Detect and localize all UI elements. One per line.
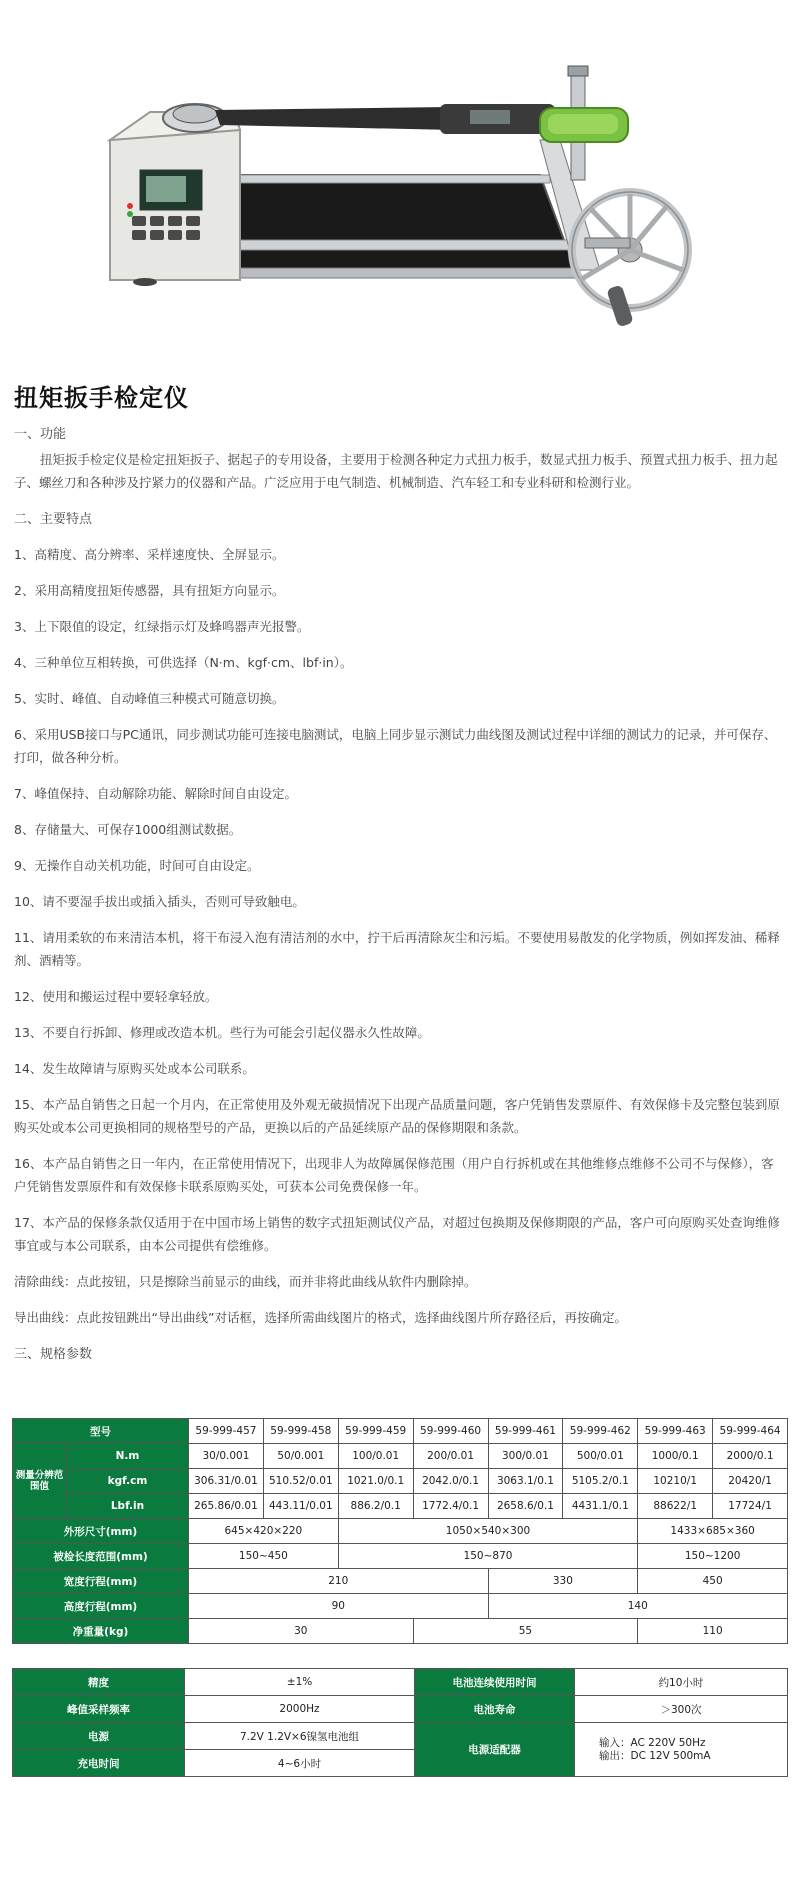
height-cell: 90 [189,1594,489,1619]
range-cell: 510.52/0.01 [263,1469,338,1494]
model-cell: 59-999-462 [563,1419,638,1444]
size-cell: 645×420×220 [189,1519,339,1544]
feature-item: 6、采用USB接口与PC通讯，同步测试功能可连接电脑测试，电脑上同步显示测试力曲线图及测试过程中详细的测试力的记录，并可保存、打印，做各种分析。 [14,727,777,765]
accuracy-value: ±1% [185,1669,415,1696]
sample-value: 2000Hz [185,1696,415,1723]
feature-item: 17、本产品的保修条款仅适用于在中国市场上销售的数字式扭矩测试仪产品，对超过包换期及保修期限的产品，客户可向原购买处查询维修事宜或与本公司联系，由本公司提供有偿维修。 [14,1215,780,1253]
weight-label: 净重量(kg) [13,1619,189,1644]
model-cell: 59-999-458 [263,1419,338,1444]
battery-time-value: 约10小时 [575,1669,788,1696]
unit-label: Lbf.in [67,1494,189,1519]
battery-life-label: 电池寿命 [415,1696,575,1723]
length-cell: 150~870 [338,1544,638,1569]
range-cell: 1021.0/0.1 [338,1469,413,1494]
feature-item: 15、本产品自销售之日起一个月内，在正常使用及外观无破损情况下出现产品质量问题，客户凭销售发票原件、有效保修卡及完整包装到原购买处或本公司更换相同的规格型号的产品，更换以后的产品延续原产品的保修期限和条款。 [14,1097,780,1135]
table-row [13,1519,788,1544]
range-cell: 886.2/0.1 [338,1494,413,1519]
features-heading: 二、主要特点 [14,512,93,527]
power-label: 电源 [13,1723,185,1750]
spec-table [12,1418,788,1644]
width-cell: 330 [488,1569,638,1594]
range-cell: 5105.2/0.1 [563,1469,638,1494]
range-label: 测量分辨范围值 [13,1444,67,1519]
clear-curve-text: 清除曲线：点此按钮，只是擦除当前显示的曲线，而并非将此曲线从软件内删除掉。 [14,1274,477,1289]
range-cell: 1000/0.1 [638,1444,713,1469]
range-cell: 50/0.001 [263,1444,338,1469]
model-label: 型号 [13,1419,189,1444]
battery-time-label: 电池连续使用时间 [415,1669,575,1696]
export-curve-text: 导出曲线：点此按钮跳出“导出曲线”对话框，选择所需曲线图片的格式，选择曲线图片所存路径后，再按确定。 [14,1310,627,1325]
feature-item: 5、实时、峰值、自动峰值三种模式可随意切换。 [14,691,285,706]
model-cell: 59-999-457 [189,1419,264,1444]
size-label: 外形尺寸(mm) [13,1519,189,1544]
width-label: 宽度行程(mm) [13,1569,189,1594]
description-content [14,422,786,1368]
feature-item: 12、使用和搬运过程中要轻拿轻放。 [14,989,218,1004]
adapter-value [575,1723,788,1777]
feature-item: 14、发生故障请与原购买处或本公司联系。 [14,1061,255,1076]
weight-cell: 110 [638,1619,788,1644]
table-row [13,1569,788,1594]
range-cell: 20420/1 [713,1469,788,1494]
height-label: 高度行程(mm) [13,1594,189,1619]
feature-item: 9、无操作自动关机功能，时间可自由设定。 [14,858,260,873]
unit-label: N.m [67,1444,189,1469]
feature-item: 13、不要自行拆卸、修理或改造本机。些行为可能会引起仪器永久性故障。 [14,1025,430,1040]
range-cell: 306.31/0.01 [189,1469,264,1494]
back-rail [220,175,550,183]
function-heading: 一、功能 [14,427,67,442]
range-cell: 4431.1/0.1 [563,1494,638,1519]
range-cell: 300/0.01 [488,1444,563,1469]
feature-item: 2、采用高精度扭矩传感器，具有扭矩方向显示。 [14,583,285,598]
feature-item: 10、请不要湿手拔出或插入插头，否则可导致触电。 [14,894,305,909]
range-cell: 500/0.01 [563,1444,638,1469]
feature-item: 1、高精度、高分辨率、采样速度快、全屏显示。 [14,547,285,562]
table-row [13,1444,788,1469]
feature-item: 8、存储量大、可保存1000组测试数据。 [14,822,242,837]
weight-cell: 30 [189,1619,414,1644]
unit-label: kgf.cm [67,1469,189,1494]
table-row [13,1669,788,1696]
range-cell: 100/0.01 [338,1444,413,1469]
feature-item: 7、峰值保持、自动解除功能、解除时间自由设定。 [14,786,297,801]
adapter-input: 输入：AC 220V 50Hz [599,1736,706,1749]
size-cell: 1050×540×300 [338,1519,638,1544]
model-cell: 59-999-460 [413,1419,488,1444]
model-cell: 59-999-463 [638,1419,713,1444]
width-cell: 210 [189,1569,489,1594]
charge-value: 4~6小时 [185,1750,415,1777]
page-title: 扭矩扳手检定仪 [14,384,189,412]
range-cell: 3063.1/0.1 [488,1469,563,1494]
front-rail [210,240,575,250]
feature-item: 3、上下限值的设定，红绿指示灯及蜂鸣器声光报警。 [14,619,310,634]
model-cell: 59-999-459 [338,1419,413,1444]
height-cell: 140 [488,1594,788,1619]
spec-table-2 [12,1668,788,1777]
adapter-label: 电源适配器 [415,1723,575,1777]
range-cell: 10210/1 [638,1469,713,1494]
torque-wrench [215,107,455,130]
feature-item: 4、三种单位互相转换，可供选择（N·m、kgf·cm、lbf·in）。 [14,655,353,670]
range-cell: 30/0.001 [189,1444,264,1469]
length-cell: 150~1200 [638,1544,788,1569]
width-cell: 450 [638,1569,788,1594]
table-row [13,1419,788,1444]
range-cell: 88622/1 [638,1494,713,1519]
range-cell: 2000/0.1 [713,1444,788,1469]
table-row [13,1469,788,1494]
feature-item: 11、请用柔软的布来清洁本机，将干布浸入泡有清洁剂的水中，拧干后再清除灰尘和污垢。不要使用易散发的化学物质，例如挥发油、稀释剂、酒精等。 [14,930,780,968]
power-value: 7.2V 1.2V×6镍氢电池组 [185,1723,415,1750]
size-cell: 1433×685×360 [638,1519,788,1544]
range-cell: 265.86/0.01 [189,1494,264,1519]
charge-label: 充电时间 [13,1750,185,1777]
table-row [13,1696,788,1723]
range-cell: 17724/1 [713,1494,788,1519]
function-text: 扭矩扳手检定仪是检定扭矩扳子、据起子的专用设备，主要用于检测各种定力式扭力板手，数显式扭力板手、预置式扭力板手、扭力起子、螺丝刀和各种涉及拧紧力的仪器和产品。广泛应用于电气制造、机械制造、汽车轻工和专业科研和检测行业。 [14,452,778,490]
table-row [13,1494,788,1519]
range-cell: 2658.6/0.1 [488,1494,563,1519]
table-row [13,1544,788,1569]
adapter-output: 输出：DC 12V 500mA [599,1749,711,1762]
product-image [0,0,800,350]
range-cell: 2042.0/0.1 [413,1469,488,1494]
table-row [13,1594,788,1619]
battery-life-value: ＞300次 [575,1696,788,1723]
feature-item: 16、本产品自销售之日一年内，在正常使用情况下，出现非人为故障属保修范围（用户自行拆机或在其他维修点维修不公司不与保修），客户凭销售发票原件和有效保修卡联系原购买处，可获本公司免费保修一年。 [14,1156,774,1194]
test-platform [210,175,575,270]
range-cell: 1772.4/0.1 [413,1494,488,1519]
length-cell: 150~450 [189,1544,339,1569]
range-cell: 443.11/0.01 [263,1494,338,1519]
sample-label: 峰值采样频率 [13,1696,185,1723]
range-cell: 200/0.01 [413,1444,488,1469]
weight-cell: 55 [413,1619,638,1644]
model-cell: 59-999-461 [488,1419,563,1444]
table-row [13,1723,788,1750]
spec-heading: 三、规格参数 [14,1347,93,1362]
length-label: 被检长度范围(mm) [13,1544,189,1569]
model-cell: 59-999-464 [713,1419,788,1444]
accuracy-label: 精度 [13,1669,185,1696]
table-row [13,1619,788,1644]
